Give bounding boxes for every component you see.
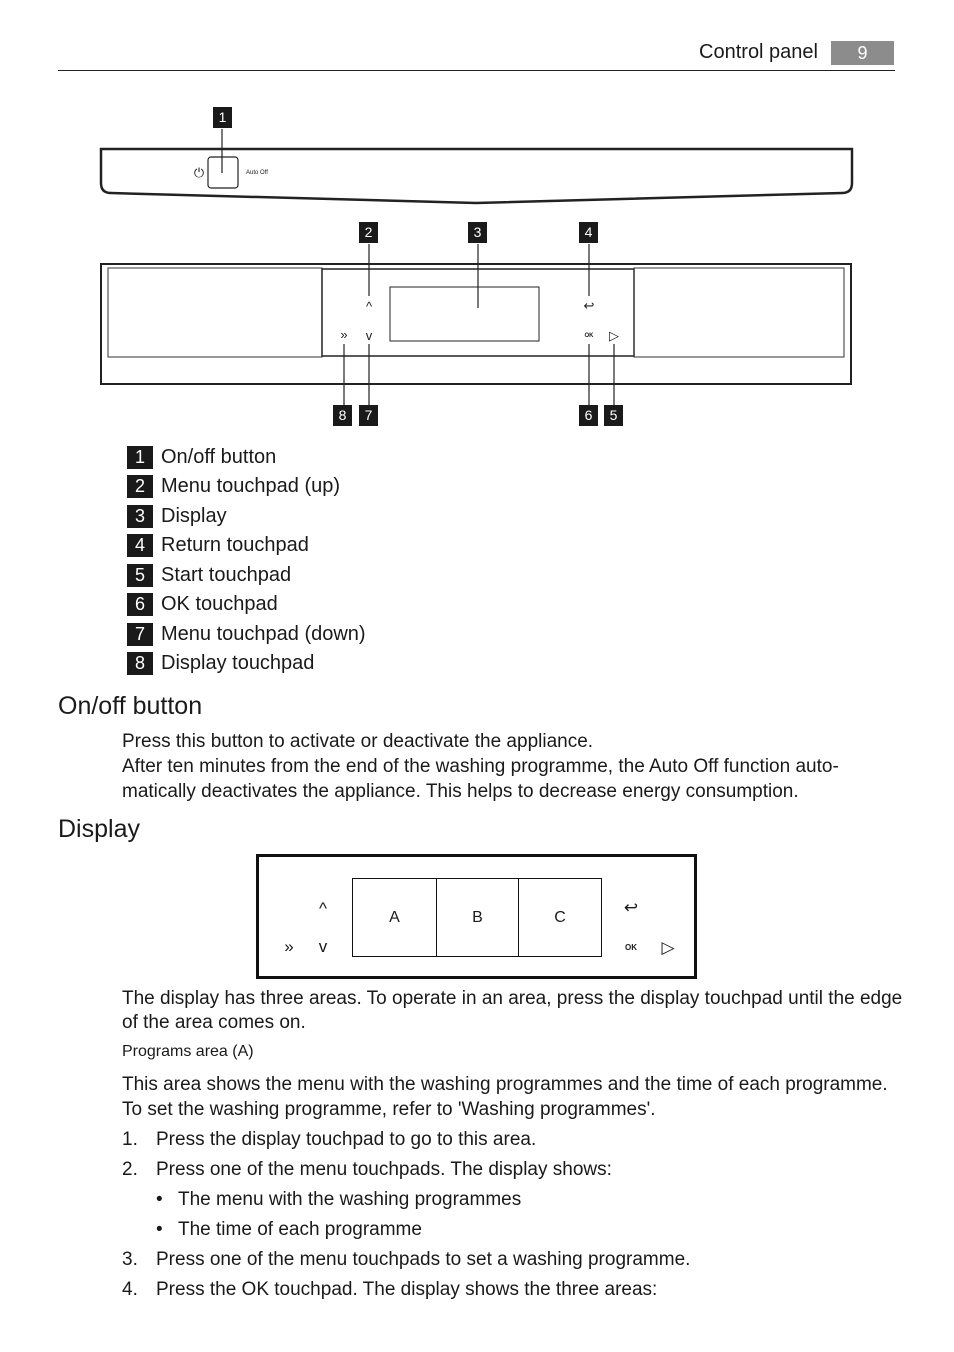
legend-label: On/off button: [161, 446, 277, 468]
play-triangle-icon: ▷: [661, 938, 675, 957]
chevron-down-icon: v: [365, 328, 373, 343]
legend-label: Return touchpad: [161, 534, 309, 556]
bullet-icon: •: [156, 1219, 163, 1240]
chevron-up-icon: ^: [319, 899, 327, 918]
power-icon: ⏻: [193, 165, 205, 180]
legend-number: 5: [127, 564, 153, 587]
step-text: Press one of the menu touchpads to set a washing programme.: [156, 1249, 691, 1270]
display-intro-line: The display has three areas. To operate in an area, press the display touchpad until the edge: [122, 988, 903, 1009]
bullet-text: The menu with the washing programmes: [178, 1189, 522, 1210]
badge-4: 4: [579, 222, 598, 243]
legend-item: [127, 622, 366, 646]
ok-label: OK: [625, 943, 637, 952]
return-arrow-icon: ↩: [583, 298, 595, 313]
legend-item: [127, 592, 278, 616]
legend-label: Menu touchpad (up): [161, 475, 341, 497]
display-heading: Display: [58, 815, 140, 843]
badge-2: 2: [359, 222, 378, 243]
legend-label: OK touchpad: [161, 593, 278, 615]
chevron-down-icon: v: [318, 937, 328, 956]
step-number: 1.: [122, 1129, 138, 1150]
legend-number: 1: [127, 446, 153, 469]
programs-area-subheading: Programs area (A): [122, 1043, 254, 1060]
control-panel-figure: [0, 0, 954, 440]
area-c: C: [518, 878, 602, 957]
legend-label: Start touchpad: [161, 564, 292, 586]
legend-label: Menu touchpad (down): [161, 623, 366, 645]
step-number: 4.: [122, 1279, 138, 1300]
play-triangle-icon: ▷: [609, 328, 619, 343]
lower-panel-outline: [101, 264, 851, 384]
bullet-text: The time of each programme: [178, 1219, 422, 1240]
right-section: [634, 268, 844, 357]
legend-item: [127, 445, 276, 469]
step-text: Press one of the menu touchpads. The display shows:: [156, 1159, 612, 1180]
badge-7: 7: [359, 405, 378, 426]
onoff-line: Press this button to activate or deactivate the appliance.: [122, 731, 594, 752]
badge-5: 5: [604, 405, 623, 426]
auto-off-label: Auto Off: [246, 170, 268, 176]
step-number: 3.: [122, 1249, 138, 1270]
legend-label: Display: [161, 505, 227, 527]
legend-number: 7: [127, 623, 153, 646]
legend-number: 3: [127, 505, 153, 528]
display-window: [390, 287, 539, 341]
legend-item: [127, 474, 340, 498]
badge-8: 8: [333, 405, 352, 426]
return-arrow-icon: ↩: [623, 898, 639, 917]
step-text: Press the display touchpad to go to this area.: [156, 1129, 537, 1150]
badge-6: 6: [579, 405, 598, 426]
display-intro-line: of the area comes on.: [122, 1012, 306, 1033]
double-chevron-right-icon: »: [340, 327, 348, 342]
legend-number: 6: [127, 593, 153, 616]
legend-number: 2: [127, 475, 153, 498]
legend-item: [127, 563, 291, 587]
chevron-up-icon: ^: [365, 299, 373, 314]
legend-item: [127, 651, 314, 675]
double-chevron-right-icon: »: [284, 937, 294, 956]
onoff-button-outline: [208, 157, 238, 188]
left-section: [108, 268, 322, 357]
legend-number: 4: [127, 534, 153, 557]
onoff-line: matically deactivates the appliance. This helps to decrease energy consumption.: [122, 781, 799, 802]
legend-item: [127, 533, 309, 557]
legend-number: 8: [127, 652, 153, 675]
onoff-heading: On/off button: [58, 692, 203, 720]
area-b: B: [436, 878, 519, 957]
step-number: 2.: [122, 1159, 138, 1180]
step-text: Press the OK touchpad. The display shows the three areas:: [156, 1279, 658, 1300]
badge-3: 3: [468, 222, 487, 243]
bullet-icon: •: [156, 1189, 163, 1210]
page-number: 9: [831, 41, 894, 65]
section-title: Control panel: [699, 41, 818, 63]
programs-area-line: This area shows the menu with the washing programmes and the time of each programme.: [122, 1074, 888, 1095]
badge-1: 1: [213, 107, 232, 128]
legend-item: [127, 504, 227, 528]
area-a: A: [352, 878, 437, 957]
legend-label: Display touchpad: [161, 652, 315, 674]
ok-label: OK: [584, 333, 594, 339]
onoff-line: After ten minutes from the end of the washing programme, the Auto Off function auto-: [122, 756, 839, 777]
programs-area-line: To set the washing programme, refer to 'Washing programmes'.: [122, 1099, 656, 1120]
